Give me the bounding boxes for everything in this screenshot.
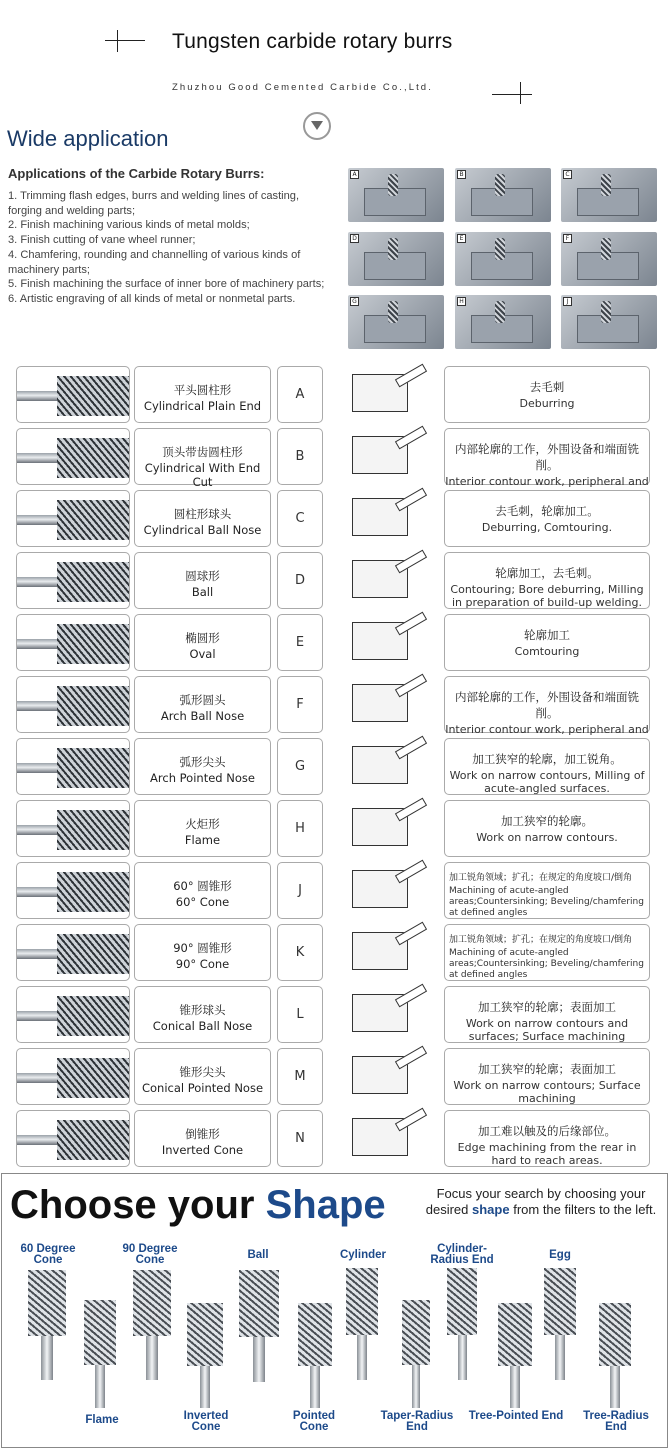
shape-code-cell [277, 862, 323, 919]
shape-name-cell [134, 862, 271, 919]
hint-text: from the filters to the left. [513, 1202, 657, 1217]
shape-label-taper-radius: Taper-Radius End [380, 1410, 454, 1433]
applications-list [8, 189, 336, 307]
usage-cell [444, 924, 650, 981]
shape-code: L [296, 1007, 304, 1022]
usage-en: Deburring, Comtouring. [481, 521, 613, 534]
usage-en: Machining of acute-angled areas;Countersinking; Beveling/chamfering at defined angles [449, 948, 644, 980]
table-row [16, 428, 651, 489]
burr-photo [16, 366, 130, 423]
shape-code-cell [277, 924, 323, 981]
shape-label-cylinder-radius: Cylinder-Radius End [430, 1243, 494, 1266]
burr-image-90-cone [133, 1270, 171, 1380]
shape-code-cell [277, 552, 323, 609]
shape-code-cell [277, 986, 323, 1043]
usage-sketch [328, 428, 453, 485]
shape-title [10, 1183, 386, 1228]
usage-zh: 轮廓加工，去毛刺。 [495, 566, 599, 580]
shape-name-en: Ball [191, 585, 214, 599]
shape-name-cell [134, 1048, 271, 1105]
list-item: 5. Finish machining the surface of inner bore of machinery parts; [8, 278, 325, 291]
shape-hint [418, 1186, 664, 1218]
usage-en: Contouring; Bore deburring, Milling in preparation of build-up welding. [450, 583, 644, 609]
applications-heading: Applications of the Carbide Rotary Burrs: [8, 166, 265, 181]
shape-label-ball: Ball [247, 1249, 269, 1261]
shape-code: D [294, 573, 305, 588]
application-picture [455, 232, 551, 286]
burr-photo [16, 1048, 130, 1105]
shape-label-tree-radius: Tree-Radius End [583, 1410, 649, 1433]
application-picture [348, 295, 444, 349]
application-picture [561, 168, 657, 222]
crosshair-decoration [520, 82, 521, 104]
shape-name-en: Conical Ball Nose [152, 1019, 253, 1033]
usage-cell [444, 676, 650, 736]
table-row [16, 1048, 651, 1105]
company-name: Zhuzhou Good Cemented Carbide Co.,Ltd. [172, 82, 433, 93]
burr-photo [16, 924, 130, 981]
crosshair-decoration [492, 94, 532, 95]
usage-zh: 加工锐角领域；扩孔；在规定的角度坡口/倒角 [449, 873, 633, 883]
shape-name-zh: 60° 圆锥形 [173, 879, 232, 893]
usage-cell [444, 366, 650, 423]
shape-name-cell [134, 800, 271, 857]
usage-cell [444, 1048, 650, 1105]
usage-zh: 加工狭窄的轮廓；表面加工 [478, 1000, 616, 1014]
usage-en: Deburring [519, 397, 575, 410]
shape-label-60-cone: 60 Degree Cone [20, 1243, 76, 1266]
usage-zh: 加工难以触及的后缘部位。 [478, 1124, 616, 1138]
picture-label: C [563, 170, 572, 179]
usage-cell [444, 490, 650, 547]
shape-name-cell [134, 676, 271, 733]
list-item: 6. Artistic engraving of all kinds of metal or nonmetal parts. [8, 292, 296, 305]
shape-code-cell [277, 738, 323, 795]
shape-name-zh: 圆柱形球头 [173, 507, 232, 521]
shape-label-pointed-cone: Pointed Cone [292, 1410, 336, 1433]
usage-sketch [328, 1048, 453, 1105]
usage-zh: 轮廓加工 [524, 628, 570, 642]
shape-name-en: Inverted Cone [161, 1143, 244, 1157]
burr-image-ball [239, 1270, 279, 1382]
burr-image-taper-radius [402, 1300, 430, 1408]
usage-cell [444, 552, 650, 609]
shape-name-en: 90° Cone [175, 957, 230, 971]
burr-image-cylinder-radius [447, 1268, 477, 1380]
usage-en: Work on narrow contours and surfaces; Surface machining [465, 1017, 629, 1043]
usage-sketch [328, 614, 453, 671]
section-title: Wide application [7, 126, 169, 151]
shape-name-zh: 倒锥形 [185, 1127, 220, 1141]
usage-en: Comtouring [514, 645, 580, 658]
hint-text: Focus your search by choosing your desired [425, 1186, 646, 1217]
usage-sketch [328, 800, 453, 857]
picture-label: G [350, 297, 359, 306]
usage-cell [444, 800, 650, 857]
page-title: Tungsten carbide rotary burrs [172, 30, 453, 53]
burr-photo [16, 552, 130, 609]
shape-code: K [295, 945, 305, 960]
usage-en: Work on narrow contours. [476, 831, 618, 844]
shape-label-inverted-cone: Inverted Cone [183, 1410, 229, 1433]
usage-zh: 加工狭窄的轮廓；表面加工 [478, 1062, 616, 1076]
table-row [16, 862, 651, 919]
shape-code: A [295, 387, 305, 402]
picture-label: E [457, 234, 466, 243]
shape-label-egg: Egg [549, 1249, 571, 1261]
usage-en: Interior contour work, peripheral and [445, 723, 649, 736]
shape-code-cell [277, 1048, 323, 1105]
shape-name-zh: 90° 圆锥形 [173, 941, 232, 955]
picture-label: J [563, 297, 572, 306]
shape-name-cell [134, 428, 271, 489]
shape-name-cell [134, 738, 271, 795]
shape-name-zh: 火炬形 [185, 817, 220, 831]
list-item: 2. Finish machining various kinds of metal molds; [8, 219, 250, 232]
shape-name-cell [134, 1110, 271, 1167]
burr-image-pointed-cone [298, 1303, 332, 1408]
burr-image-tree-radius [599, 1303, 631, 1408]
usage-cell [444, 986, 650, 1043]
burr-photo [16, 1110, 130, 1167]
table-row [16, 366, 651, 423]
usage-zh: 内部轮廓的工作，外围设备和端面铣削。 [455, 690, 639, 720]
application-picture [561, 232, 657, 286]
burr-photo [16, 428, 130, 485]
usage-cell [444, 1110, 650, 1167]
burr-photo [16, 986, 130, 1043]
table-row [16, 1110, 651, 1167]
picture-label: B [457, 170, 466, 179]
usage-sketch [328, 366, 453, 423]
shape-name-zh: 锥形尖头 [179, 1065, 226, 1079]
burr-image-flame [84, 1300, 116, 1408]
shape-code: G [294, 759, 306, 774]
shape-code: B [295, 449, 305, 464]
shape-code: J [298, 883, 302, 898]
usage-sketch [328, 552, 453, 609]
shape-code-cell [277, 1110, 323, 1167]
usage-cell [444, 428, 650, 488]
shape-code-cell [277, 428, 323, 485]
burr-photo [16, 490, 130, 547]
shape-code-cell [277, 676, 323, 733]
shape-name-en: Arch Pointed Nose [150, 771, 255, 785]
crosshair-decoration [105, 40, 145, 41]
burr-photo [16, 738, 130, 795]
shape-code-cell [277, 614, 323, 671]
usage-sketch [328, 862, 453, 919]
shape-name-cell [134, 924, 271, 981]
shape-label-tree-pointed: Tree-Pointed End [468, 1410, 564, 1422]
shape-code: N [295, 1131, 305, 1146]
burr-image-egg [544, 1268, 576, 1380]
burr-photo [16, 614, 130, 671]
picture-label: A [350, 170, 359, 179]
usage-cell [444, 862, 650, 919]
shape-code-cell [277, 490, 323, 547]
burr-photo [16, 800, 130, 857]
usage-sketch [328, 738, 453, 795]
shape-name-en: Arch Ball Nose [160, 709, 245, 723]
burr-photo [16, 862, 130, 919]
shape-name-cell [134, 490, 271, 547]
usage-zh: 加工锐角领域；扩孔；在规定的角度坡口/倒角 [449, 935, 633, 945]
usage-zh: 去毛刺，轮廓加工。 [495, 504, 599, 518]
table-row [16, 986, 651, 1043]
usage-sketch [328, 924, 453, 981]
usage-en: Work on narrow contours, Milling of acute-angled surfaces. [449, 769, 645, 795]
usage-en: Interior contour work, peripheral and [445, 475, 649, 488]
shape-code-cell [277, 366, 323, 423]
table-row [16, 552, 651, 609]
shape-name-en: Cylindrical With End Cut [144, 461, 261, 489]
picture-label: F [563, 234, 572, 243]
application-picture [348, 168, 444, 222]
usage-zh: 加工狭窄的轮廓。 [501, 814, 593, 828]
shape-label-flame: Flame [85, 1414, 119, 1426]
list-item: 4. Chamfering, rounding and channelling of various kinds of machinery parts; [8, 248, 301, 276]
usage-zh: 加工狭窄的轮廓，加工锐角。 [472, 752, 622, 766]
shape-code: H [295, 821, 305, 836]
shape-code: E [295, 635, 305, 650]
shape-name-en: Oval [189, 647, 216, 661]
picture-label: H [457, 297, 466, 306]
shape-title-text: Choose your [10, 1183, 255, 1227]
usage-zh: 内部轮廓的工作，外围设备和端面铣削。 [455, 442, 639, 472]
usage-sketch [328, 1110, 453, 1167]
list-item: 3. Finish cutting of vane wheel runner; [8, 234, 196, 247]
shape-name-zh: 圆球形 [185, 569, 220, 583]
shape-name-cell [134, 552, 271, 609]
usage-en: Machining of acute-angled areas;Countersinking; Beveling/chamfering at defined angles [449, 886, 644, 918]
shape-name-zh: 锥形球头 [179, 1003, 226, 1017]
shape-name-zh: 弧形尖头 [179, 755, 226, 769]
list-item: 1. Trimming flash edges, burrs and welding lines of casting, forging and welding parts; [8, 190, 300, 217]
shape-code-cell [277, 800, 323, 857]
table-row [16, 924, 651, 981]
table-row [16, 614, 651, 671]
usage-en: Work on narrow contours; Surface machining [453, 1079, 641, 1105]
burr-image-60-cone [28, 1270, 66, 1380]
shape-name-en: Conical Pointed Nose [141, 1081, 264, 1095]
shape-name-en: 60° Cone [175, 895, 230, 909]
usage-en: Edge machining from the rear in hard to reach areas. [457, 1141, 637, 1167]
shape-name-zh: 顶头带齿圆柱形 [162, 445, 243, 459]
shape-name-en: Cylindrical Ball Nose [143, 523, 262, 537]
shape-name-en: Cylindrical Plain End [143, 399, 262, 413]
burr-image-inverted-cone [187, 1303, 223, 1408]
shape-name-zh: 椭圆形 [185, 631, 220, 645]
shape-code: F [296, 697, 304, 712]
crosshair-decoration [117, 30, 118, 52]
burr-image-cylinder [346, 1268, 378, 1380]
shape-name-cell [134, 614, 271, 671]
usage-cell [444, 738, 650, 795]
application-picture [455, 168, 551, 222]
shape-name-cell [134, 986, 271, 1043]
hint-highlight: shape [472, 1202, 510, 1217]
table-row [16, 676, 651, 736]
table-row [16, 738, 651, 795]
shape-code: M [294, 1069, 306, 1084]
usage-sketch [328, 986, 453, 1043]
shape-name-zh: 弧形圆头 [179, 693, 226, 707]
usage-zh: 去毛刺 [529, 380, 565, 394]
shape-label-90-cone: 90 Degree Cone [122, 1243, 178, 1266]
shape-label-cylinder: Cylinder [339, 1249, 386, 1261]
usage-cell [444, 614, 650, 671]
usage-sketch [328, 676, 453, 733]
application-picture [561, 295, 657, 349]
burr-image-tree-pointed [498, 1303, 532, 1408]
application-picture [348, 232, 444, 286]
shape-name-zh: 平头圆柱形 [173, 383, 232, 397]
application-picture [455, 295, 551, 349]
shape-name-en: Flame [184, 833, 221, 847]
shape-code: C [295, 511, 305, 526]
chevron-down-icon [303, 112, 331, 140]
shape-name-cell [134, 366, 271, 423]
table-row [16, 490, 651, 547]
usage-sketch [328, 490, 453, 547]
shape-title-highlight: Shape [265, 1183, 386, 1227]
burr-photo [16, 676, 130, 733]
table-row [16, 800, 651, 857]
picture-label: D [350, 234, 359, 243]
